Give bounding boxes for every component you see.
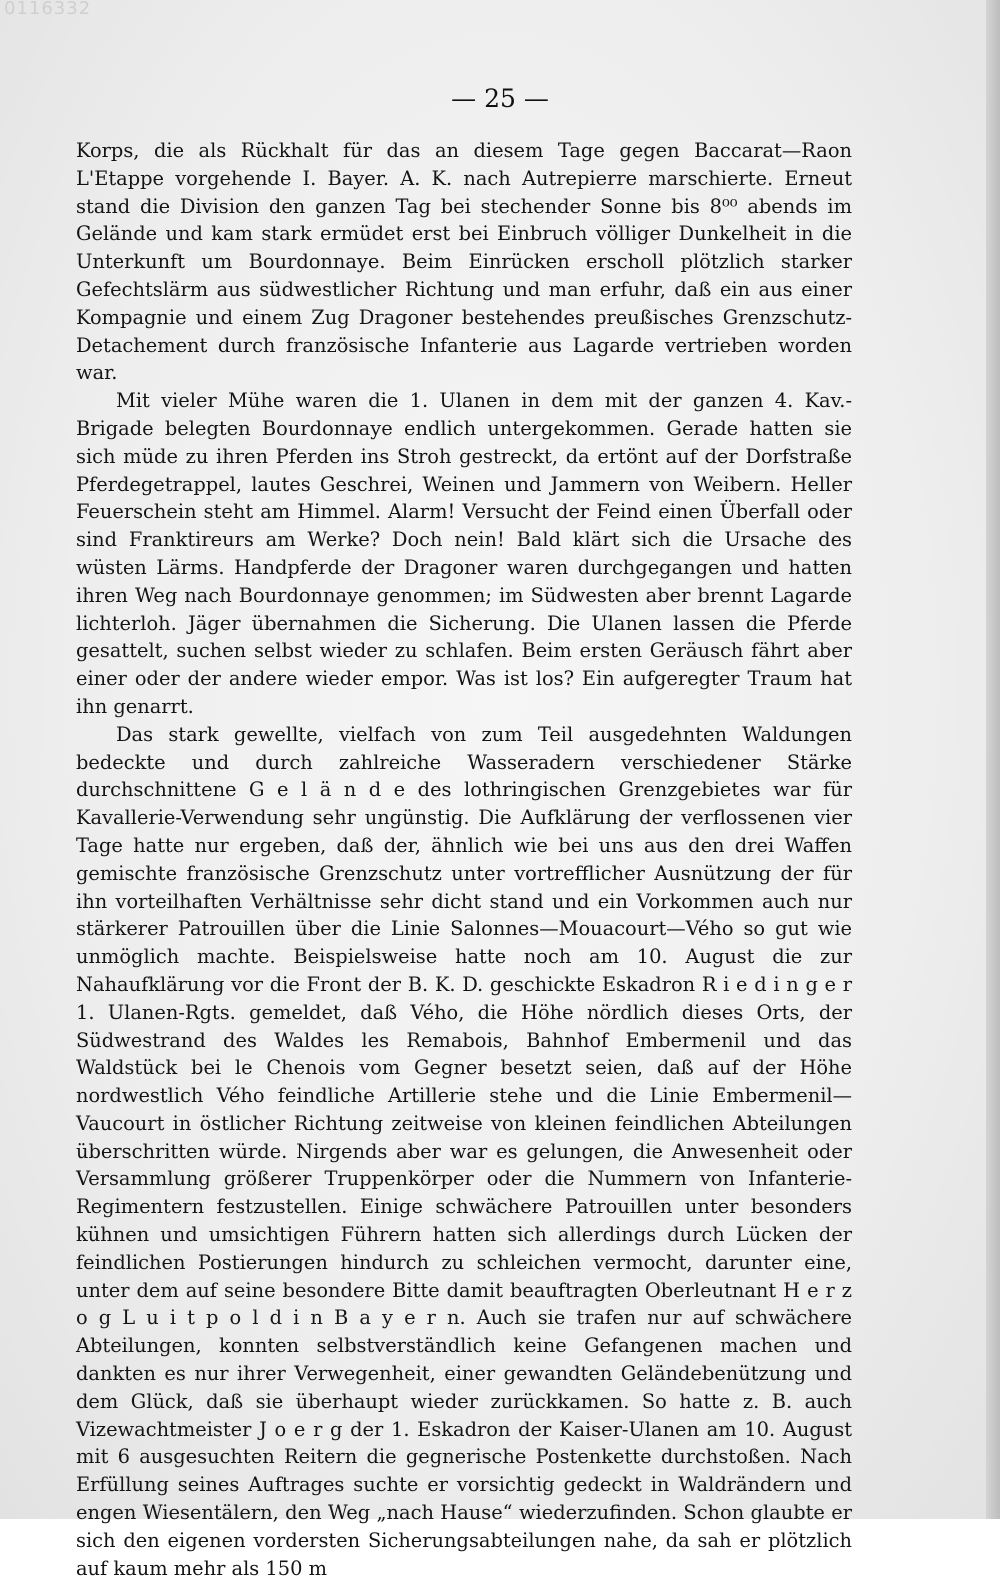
paragraph-ulanen: Mit vieler Mühe waren die 1. Ulanen in dem mit der ganzen 4. Kav.-Brigade belegten Bourdonnaye endlich untergekommen. Gerade hatten sie sich müde zu ihren Pferden ins Stroh gestreckt, da ertönt auf der Dorfstraße Pferdegetrappel, lautes Geschrei, Weinen und Jammern von Weibern. Heller Feuerschein steht am Himmel. Alarm! Versucht der Feind einen Überfall oder sind Franktireurs am Werke? Doch nein! Bald klärt sich die Ursache des wüsten Lärms. Handpferde der Dragoner waren durchgegangen und hatten ihren Weg nach Bourdonnaye genommen; im Südwesten aber brennt Lagarde lichterloh. Jäger übernahmen die Sicherung. Die Ulanen lassen die Pferde gesattelt, suchen selbst wieder zu schlafen. Beim ersten Geräusch fährt aber einer oder der andere wieder empor. Was ist los? Ein aufgeregter Traum hat ihn genarrt. xyxy=(76,389,852,718)
body-text xyxy=(76,137,852,1582)
paragraph-continuation: Korps, die als Rückhalt für das an diesem Tage gegen Baccarat—Raon L'Etappe vorgehende I. Bayer. A. K. nach Autrepierre marschierte. Erneut stand die Division den ganzen Tag bei stechender Sonne bis 8⁰⁰ abends im Gelände und kam stark ermüdet erst bei Einbruch völliger Dunkelheit in die Unterkunft um Bourdonnaye. Beim Einrücken erscholl plötzlich starker Gefechtslärm aus südwestlicher Richtung und man erfuhr, daß ein aus einer Kompagnie und einem Zug Dragoner bestehendes preußisches Grenzschutz-Detachement durch französische Infanterie aus Lagarde vertrieben worden war. xyxy=(76,139,852,385)
scan-edge-shadow xyxy=(986,0,1000,1519)
page-number: — 25 — xyxy=(451,84,549,113)
catalog-stamp: 0116332 xyxy=(4,0,92,19)
paragraph-gelaende: Das stark gewellte, vielfach von zum Teil ausgedehnten Waldungen bedeckte und durch zahlreiche Wasseradern verschiedener Stärke durchschnittene G e l ä n d e des lothringischen Grenzgebietes war für Kavallerie-Verwendung sehr ungünstig. Die Aufklärung der verflossenen vier Tage hatte nur ergeben, daß der, ähnlich wie bei uns aus den drei Waffen gemischte französische Grenzschutz unter vortrefflicher Ausnützung der für ihn vorteilhaften Verhältnisse sehr dicht stand und ein Vorkommen auch nur stärkerer Patrouillen über die Linie Salonnes—Mouacourt—Vého so gut wie unmöglich machte. Beispielsweise hatte noch am 10. August die zur Nahaufklärung vor die Front der B. K. D. geschickte Eskadron R i e d i n g e r 1. Ulanen-Rgts. gemeldet, daß Vého, die Höhe nördlich dieses Orts, der Südwestrand des Waldes les Remabois, Bahnhof Embermenil und das Waldstück bei le Chenois vom Gegner besetzt seien, daß auf der Höhe nordwestlich Vého feindliche Artillerie stehe und die Linie Embermenil—Vaucourt in östlicher Richtung zeitweise von kleinen feindlichen Abteilungen überschritten würde. Nirgends aber war es gelungen, die Anwesenheit oder Versammlung größerer Truppenkörper oder die Nummern von Infanterie-Regimentern festzustellen. Einige schwächere Patrouillen unter besonders kühnen und umsichtigen Führern hatten sich allerdings durch Lücken der feindlichen Postierungen hindurch zu schleichen vermocht, darunter eine, unter dem auf seine besondere Bitte damit beauftragten Oberleutnant H e r z o g L u i t p o l d i n B a y e r n. Auch sie trafen nur auf schwächere Abteilungen, konnten selbstverständlich keine Gefangenen machen und dankten es nur ihrer Verwegenheit, einer gewandten Geländebenützung und dem Glück, daß sie überhaupt wieder zurückkamen. So hatte z. B. auch Vizewachtmeister J o e r g der 1. Eskadron der Kaiser-Ulanen am 10. August mit 6 ausgesuchten Reitern die gegnerische Postenkette durchstoßen. Nach Erfüllung seines Auftrages suchte er vorsichtig gedeckt in Waldrändern und engen Wiesentälern, den Weg „nach Hause“ wiederzufinden. Schon glaubte er sich den eigenen vordersten Sicherungsabteilungen nahe, da sah er plötzlich auf kaum mehr als 150 m xyxy=(76,722,852,1580)
